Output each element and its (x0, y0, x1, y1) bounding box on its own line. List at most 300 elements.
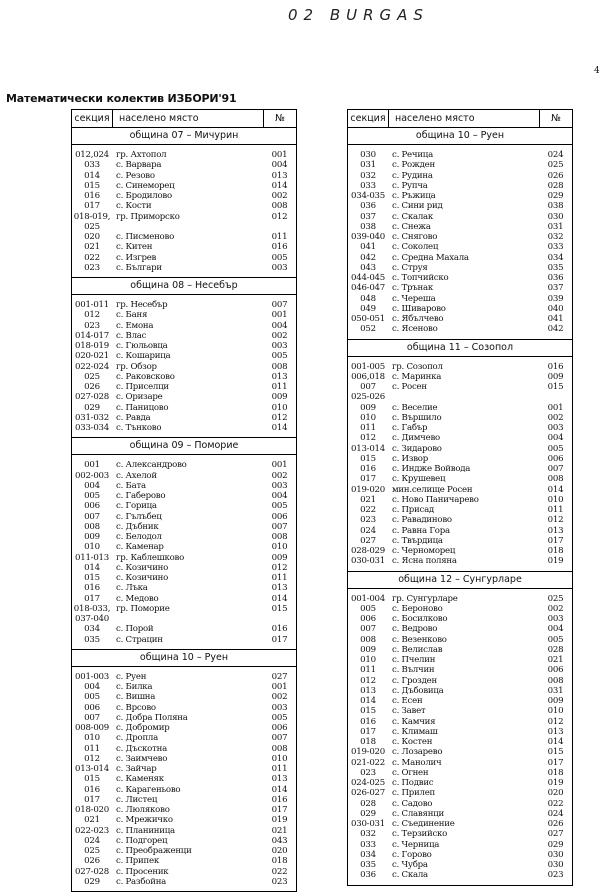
place-number: 006 (547, 453, 564, 464)
section-code: 011-013 (75, 552, 109, 563)
place-number: 003 (271, 262, 288, 273)
place-number: 011 (547, 505, 564, 515)
place-name: с. Извор (392, 453, 428, 464)
left-municipalities (72, 128, 296, 892)
place-number: 001 (271, 310, 288, 321)
table-row (72, 351, 296, 361)
place-number: 030 (547, 849, 564, 860)
section-code: 001-003 (75, 671, 109, 682)
place-number: 009 (271, 392, 288, 403)
section-code: 033-034 (75, 423, 109, 433)
header-section: секция (74, 113, 110, 124)
place-name: с. Горово (392, 849, 432, 860)
place-name: с. Топчийско (392, 273, 449, 283)
place-name: с. Дъскотна (116, 743, 167, 754)
municipality-title: община 10 – Руен (348, 128, 572, 145)
table-row (348, 778, 572, 788)
table-row (348, 283, 572, 293)
section-code: 033 (84, 160, 100, 171)
section-code: 049 (360, 303, 376, 314)
table-row (72, 300, 296, 310)
table-row (348, 515, 572, 525)
place-number: 002 (271, 692, 288, 703)
section-code: 031 (360, 160, 376, 171)
table-row (72, 867, 296, 877)
place-number: 013 (271, 583, 288, 594)
municipality-title: община 07 – Мичурин (72, 128, 296, 145)
place-name: с. Баня (116, 310, 148, 321)
section-code: 015 (360, 453, 376, 464)
place-name: с. Череша (392, 293, 436, 304)
place-number: 002 (271, 191, 288, 201)
place-name: с. Тънково (116, 423, 162, 433)
place-name: с. Костен (392, 737, 433, 747)
table-row (72, 846, 296, 856)
table-row (72, 532, 296, 542)
table-row (72, 733, 296, 743)
place-number: 009 (547, 696, 564, 706)
section-code: 046-047 (351, 283, 385, 294)
table-row (348, 870, 572, 880)
place-number: 033 (547, 242, 564, 253)
place-name: с. Рупча (392, 180, 428, 191)
place-number: 005 (547, 443, 564, 454)
section-code: 020-021 (75, 351, 109, 362)
header-number: № (263, 110, 296, 127)
section-code: 012 (360, 433, 376, 444)
place-number: 014 (547, 484, 564, 495)
place-number: 010 (547, 706, 564, 717)
place-number: 002 (271, 330, 288, 341)
section-code: 007 (84, 511, 100, 522)
section-code: 013 (360, 685, 376, 696)
section-code: 010 (360, 412, 376, 423)
section-code: 021-022 (351, 757, 385, 768)
place-number: 014 (271, 423, 288, 433)
place-name: с. Речица (392, 150, 433, 160)
place-number: 012 (271, 211, 288, 222)
place-number: 023 (547, 870, 564, 881)
place-number: 010 (271, 753, 288, 764)
left-column (71, 109, 297, 892)
place-number: 040 (547, 303, 564, 314)
table-row (348, 413, 572, 423)
place-number: 004 (271, 491, 288, 501)
place-number: 003 (271, 480, 288, 491)
place-name: с. Ябълчево (392, 314, 444, 324)
place-name: с. Горица (116, 501, 157, 512)
section-code: 041 (360, 242, 376, 253)
place-number: 015 (547, 747, 564, 758)
table-row (72, 682, 296, 692)
section-code: 037-040 (75, 614, 109, 624)
section-code: 001-005 (351, 361, 385, 372)
place-name: с. Съединение (392, 819, 455, 829)
place-number: 003 (547, 423, 564, 433)
place-name: с. Ясеново (392, 324, 438, 335)
table-row (348, 324, 572, 334)
place-number: 006 (547, 665, 564, 676)
place-name: с. Везенково (392, 634, 447, 645)
section-code: 022-023 (75, 825, 109, 836)
place-name: с. Климаш (392, 726, 438, 737)
section-code: 009 (84, 532, 100, 542)
section-code: 034-035 (351, 191, 385, 201)
place-name: с. Писменово (116, 232, 174, 242)
table-row (348, 392, 572, 402)
place-name: с. Дъбник (116, 521, 159, 532)
table-row (72, 764, 296, 774)
table-row (348, 665, 572, 675)
place-name: с. Гюльовца (116, 341, 168, 351)
section-code: 032 (360, 829, 376, 840)
place-name: с. Велислав (392, 644, 443, 655)
place-name: с. Просеник (116, 866, 169, 877)
place-number: 020 (547, 788, 564, 799)
table-row (348, 191, 572, 201)
table-row (348, 201, 572, 211)
place-name: с. Подгорец (116, 835, 168, 846)
place-name: с. Влас (116, 330, 147, 341)
place-name: с. Припек (116, 856, 159, 867)
place-number: 008 (271, 361, 288, 372)
place-name: мин.селище Росен (392, 484, 473, 495)
table-row (348, 809, 572, 819)
table-row (348, 686, 572, 696)
place-number: 001 (547, 402, 564, 413)
section-code: 007 (84, 712, 100, 723)
table-row (348, 635, 572, 645)
table-row (72, 826, 296, 836)
place-name: с. Пчелин (392, 655, 436, 665)
place-name: с. Китен (116, 242, 153, 253)
table-row (72, 201, 296, 211)
table-row (72, 594, 296, 604)
section-code: 017 (360, 474, 376, 485)
section-code: 023 (84, 320, 100, 331)
municipality-rows (72, 145, 296, 277)
section-code: 001-011 (75, 300, 109, 310)
place-number: 018 (547, 767, 564, 778)
place-name: с. Черноморец (392, 546, 456, 556)
section-code: 036 (360, 201, 376, 212)
table-row (348, 242, 572, 252)
section-code: 016 (84, 583, 100, 594)
place-number: 042 (547, 324, 564, 335)
table-row (348, 485, 572, 495)
place-number: 022 (271, 866, 288, 877)
place-name: с. Ръжица (392, 191, 436, 201)
table-row (72, 171, 296, 181)
section-code: 007 (360, 382, 376, 392)
section-code: 018-033, (73, 603, 111, 614)
place-name: с. Соколец (392, 242, 439, 253)
place-name: с. Лозарево (392, 747, 443, 758)
section-code: 044-045 (351, 273, 385, 283)
table-row (348, 474, 572, 484)
section-code: 014 (84, 170, 100, 181)
municipality-title: община 12 – Сунгурларе (348, 572, 572, 589)
section-code: 024 (84, 835, 100, 846)
place-name: с. Сини рид (392, 201, 443, 212)
section-code: 050-051 (351, 314, 385, 324)
section-code: 012,024 (75, 150, 109, 160)
section-code: 039-040 (351, 232, 385, 242)
place-number: 030 (547, 211, 564, 222)
place-number: 024 (547, 808, 564, 819)
place-number (263, 614, 296, 624)
place-number: 023 (271, 876, 288, 887)
table-row (348, 304, 572, 314)
table-row (72, 522, 296, 532)
place-number: 029 (547, 839, 564, 850)
table-row (348, 536, 572, 546)
place-name: с. Оризаре (116, 392, 163, 403)
place-number: 032 (547, 232, 564, 242)
place-number: 003 (271, 341, 288, 351)
table-row (72, 624, 296, 634)
place-name: с. Вишна (116, 692, 156, 703)
header-number: № (539, 110, 572, 127)
place-name: с. Ведрово (392, 624, 438, 635)
section-code: 014 (84, 562, 100, 573)
table-row (72, 703, 296, 713)
place-name: с. Равда (116, 412, 151, 423)
table-row (348, 273, 572, 283)
place-name: с. Кости (116, 201, 152, 212)
municipality-rows (72, 295, 296, 437)
place-number: 028 (547, 180, 564, 191)
table-row (348, 362, 572, 372)
section-code: 043 (360, 262, 376, 273)
place-number: 002 (547, 603, 564, 614)
place-number: 014 (547, 737, 564, 747)
municipality-block (72, 278, 296, 438)
section-code: 025-026 (351, 392, 385, 403)
place-name: с. Изгрев (116, 252, 157, 263)
table-row (72, 744, 296, 754)
place-number: 027 (271, 671, 288, 682)
right-column (347, 109, 573, 886)
table-row (348, 263, 572, 273)
place-number: 028 (547, 644, 564, 655)
place-number: 005 (547, 634, 564, 645)
table-row (72, 181, 296, 191)
place-name: с. Листец (116, 794, 158, 805)
table-row (348, 788, 572, 798)
place-number: 043 (271, 835, 288, 846)
place-number: 008 (547, 474, 564, 485)
place-name: с. Българи (116, 262, 162, 273)
table-row (348, 546, 572, 556)
section-code: 022 (84, 252, 100, 263)
place-name: с. Рожден (392, 160, 435, 171)
place-number: 015 (271, 603, 288, 614)
section-code: 005 (84, 692, 100, 703)
table-row (348, 819, 572, 829)
table-row (72, 331, 296, 341)
municipality-block (348, 340, 572, 572)
place-number: 001 (271, 682, 288, 692)
table-row (72, 423, 296, 433)
place-name: с. Александрово (116, 460, 187, 471)
table-row (348, 232, 572, 242)
place-name: с. Босилково (392, 614, 448, 624)
place-name: с. Преображенци (116, 846, 192, 856)
section-code: 024-025 (351, 778, 385, 788)
table-row (72, 856, 296, 866)
section-code: 015 (84, 774, 100, 785)
section-code: 006 (360, 614, 376, 624)
section-code: 011 (360, 423, 376, 433)
place-number: 017 (271, 805, 288, 815)
place-number: 009 (547, 371, 564, 382)
place-number: 015 (547, 382, 564, 392)
place-name: с. Равна Гора (392, 525, 450, 536)
section-code: 021 (84, 815, 100, 826)
municipality-block (348, 572, 572, 886)
place-name: с. Садово (392, 798, 433, 809)
place-name: с. Планиница (116, 825, 175, 836)
table-row (348, 840, 572, 850)
section-code: 004 (84, 682, 100, 692)
place-number: 013 (547, 726, 564, 737)
place-number: 001 (271, 460, 288, 471)
section-code: 012 (360, 675, 376, 686)
section-code: 015 (360, 706, 376, 717)
place-name (112, 222, 263, 232)
place-name: с. Габър (392, 423, 428, 433)
place-name: с. Славянци (392, 808, 444, 819)
table-row (72, 754, 296, 764)
place-number (263, 222, 296, 232)
place-number: 003 (547, 614, 564, 624)
section-code: 035 (360, 860, 376, 870)
table-row (72, 805, 296, 815)
section-code: 017 (84, 201, 100, 212)
place-number: 004 (547, 624, 564, 635)
place-name: с. Снягово (392, 232, 438, 242)
table-row (72, 635, 296, 645)
municipality-rows (348, 589, 572, 885)
table-row (72, 341, 296, 351)
table-row (348, 495, 572, 505)
place-number: 011 (271, 573, 288, 583)
place-number: 019 (271, 815, 288, 826)
table-row (348, 676, 572, 686)
table-row (348, 423, 572, 433)
place-number: 035 (547, 262, 564, 273)
table-row (72, 583, 296, 593)
table-row (72, 713, 296, 723)
place-name: с. Гълъбец (116, 511, 162, 522)
place-number: 008 (271, 532, 288, 542)
table-row (72, 460, 296, 470)
municipality-rows (348, 357, 572, 571)
place-number: 036 (547, 273, 564, 283)
municipality-rows (72, 455, 296, 649)
place-number: 031 (547, 221, 564, 232)
place-name: гр. Обзор (116, 361, 157, 372)
section-code: 001 (84, 460, 100, 471)
section-code: 026-027 (351, 788, 385, 799)
section-code: 022 (360, 505, 376, 515)
place-number: 001 (271, 150, 288, 160)
section-code: 006,018 (351, 371, 385, 382)
place-number: 022 (547, 798, 564, 809)
place-number: 011 (271, 764, 288, 774)
section-code: 010 (360, 655, 376, 665)
place-number: 007 (271, 521, 288, 532)
place-name: с. Прилеп (392, 788, 436, 799)
section-code: 001-004 (351, 593, 385, 604)
place-name: с. Емона (116, 320, 154, 331)
place-number: 013 (271, 170, 288, 181)
place-name: с. Чубра (392, 860, 428, 870)
place-name: с. Варвара (116, 160, 162, 171)
table-row (72, 573, 296, 583)
place-number: 010 (547, 494, 564, 505)
section-code: 013-014 (75, 764, 109, 774)
place-number: 017 (547, 535, 564, 546)
section-code: 015 (84, 573, 100, 583)
place-number: 011 (271, 382, 288, 392)
table-row (72, 836, 296, 846)
table-row (72, 232, 296, 242)
header-section: секция (350, 113, 386, 124)
table-row (72, 253, 296, 263)
place-number: 002 (547, 412, 564, 423)
place-name: с. Синеморец (116, 180, 175, 191)
place-name: с. Присад (392, 505, 434, 515)
table-row (348, 594, 572, 604)
municipality-block (72, 128, 296, 278)
table-row (348, 212, 572, 222)
place-number: 013 (271, 774, 288, 785)
table-row (72, 481, 296, 491)
place-number: 026 (547, 170, 564, 181)
section-code: 012 (84, 310, 100, 321)
place-number: 019 (547, 556, 564, 567)
place-name: гр. Созопол (392, 361, 443, 372)
section-code: 031-032 (75, 412, 109, 423)
section-code: 019-020 (351, 484, 385, 495)
section-code: 052 (360, 324, 376, 335)
place-number: 013 (271, 371, 288, 382)
place-number: 005 (271, 712, 288, 723)
table-row (348, 860, 572, 870)
place-name: с. Люляково (116, 805, 170, 815)
place-number: 025 (547, 160, 564, 171)
place-number: 005 (271, 501, 288, 512)
place-name: гр. Сунгурларе (392, 593, 458, 604)
header-place: населено място (112, 110, 263, 127)
place-number: 012 (271, 412, 288, 423)
place-number: 006 (271, 723, 288, 733)
place-name: с. Струя (392, 262, 428, 273)
section-code: 024 (360, 525, 376, 536)
municipality-rows (72, 667, 296, 891)
section-code: 033 (360, 839, 376, 850)
table-row (72, 614, 296, 624)
place-name: с. Бероново (392, 603, 443, 614)
section-code: 009 (360, 644, 376, 655)
section-code: 025 (84, 221, 100, 232)
place-number: 005 (271, 351, 288, 362)
section-code: 010 (84, 542, 100, 553)
place-number: 029 (547, 191, 564, 201)
place-number: 038 (547, 201, 564, 212)
